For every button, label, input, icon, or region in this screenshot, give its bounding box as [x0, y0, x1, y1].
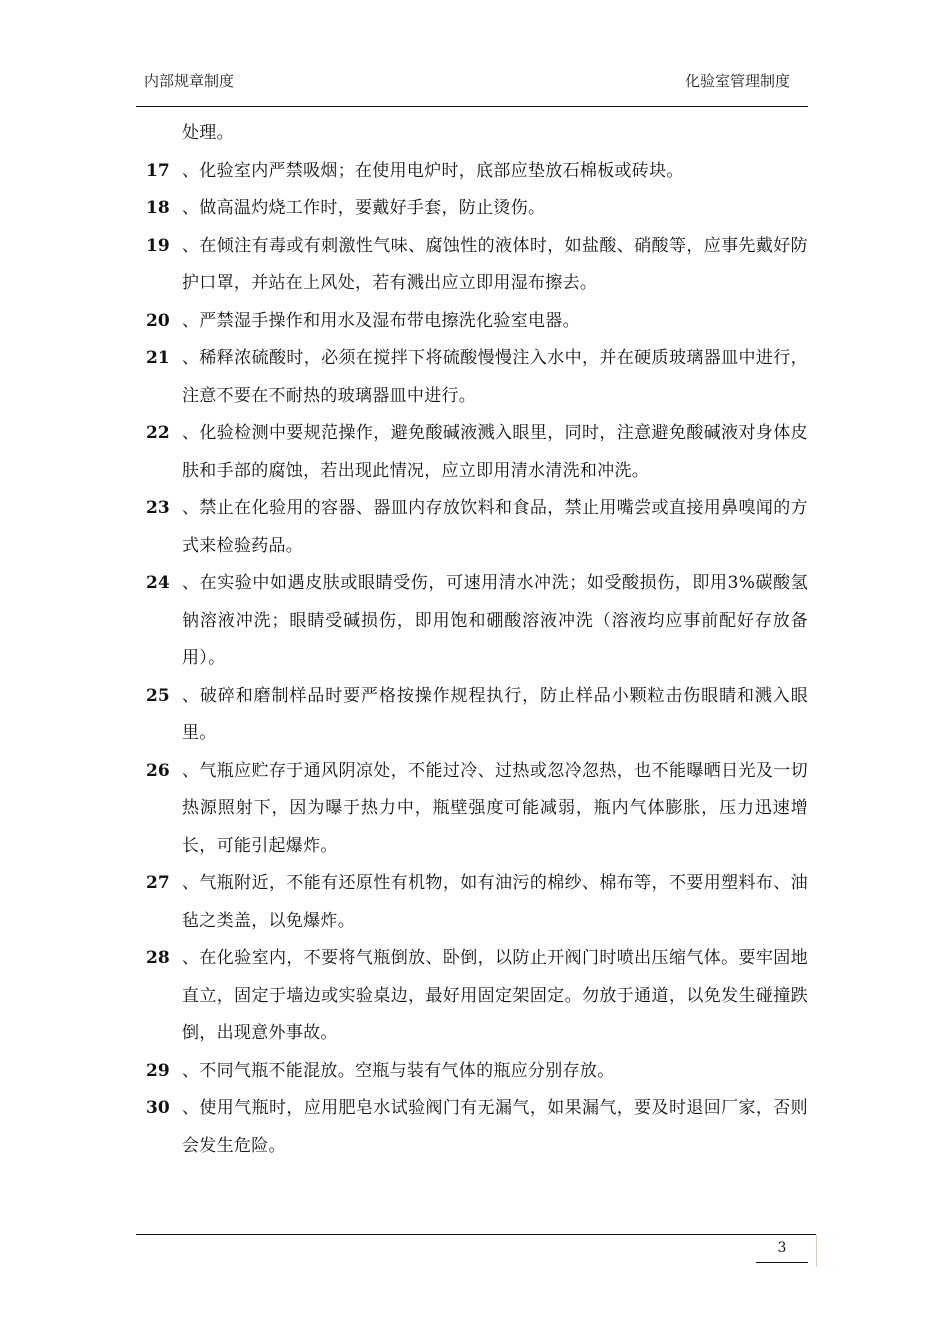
- rule-item: [146, 490, 808, 565]
- rule-item: [146, 753, 808, 866]
- document-body: [146, 115, 808, 1165]
- rule-item: [146, 415, 808, 490]
- page-number: 3: [777, 1240, 787, 1256]
- rule-text: 、气瓶附近，不能有还原性有机物，如有油污的棉纱、棉布等，不要用塑料布、油毡之类盖，以免爆炸。: [182, 873, 808, 931]
- header-left-title: 内部规章制度: [144, 72, 235, 90]
- rule-item: [146, 565, 808, 678]
- rule-text: 、化验检测中要规范操作，避免酸碱液溅入眼里，同时，注意避免酸碱液对身体皮肤和手部的腐蚀，若出现此情况，应立即用清水清洗和冲洗。: [182, 423, 808, 481]
- rule-number: 29: [146, 1060, 170, 1081]
- rule-number: 25: [146, 685, 170, 706]
- rule-number: 20: [146, 310, 170, 331]
- rule-item: [146, 153, 808, 191]
- rule-item: [146, 1053, 808, 1091]
- rule-text: 、不同气瓶不能混放。空瓶与装有气体的瓶应分别存放。: [182, 1060, 615, 1081]
- rule-number: 23: [146, 498, 170, 518]
- rule-text: 、破碎和磨制样品时要严格按操作规程执行，防止样品小颗粒击伤眼睛和溅入眼里。: [182, 685, 808, 743]
- rule-item: [146, 1090, 808, 1165]
- rule-number: 18: [146, 198, 170, 218]
- rule-item: [146, 865, 808, 940]
- rules-list: [146, 153, 808, 1166]
- page-number-underline: [756, 1262, 808, 1263]
- rule-number: 17: [146, 160, 170, 181]
- rule-number: 24: [146, 573, 170, 593]
- rule-item: [146, 678, 808, 753]
- rule-item: [146, 228, 808, 303]
- page-header: [136, 66, 808, 96]
- rule-number: 21: [146, 348, 170, 368]
- rule-number: 28: [146, 948, 170, 968]
- rule-item: [146, 303, 808, 341]
- rule-text: 、在倾注有毒或有刺激性气味、腐蚀性的液体时，如盐酸、硝酸等，应事先戴好防护口罩，并站在上风处，若有溅出应立即用湿布擦去。: [182, 235, 808, 293]
- rule-number: 19: [146, 235, 170, 256]
- rule-text: 、严禁湿手操作和用水及湿布带电擦洗化验室电器。: [182, 310, 580, 331]
- header-divider: [136, 106, 808, 107]
- rule-text: 、做高温灼烧工作时，要戴好手套，防止烫伤。: [182, 198, 546, 218]
- rule-text: 、化验室内严禁吸烟；在使用电炉时，底部应垫放石棉板或砖块。: [182, 160, 684, 181]
- rule-text: 、在实验中如遇皮肤或眼睛受伤，可速用清水冲洗；如受酸损伤，即用3%碳酸氢钠溶液冲洗；眼睛受碱损伤，即用饱和硼酸溶液冲洗（溶液均应事前配好存放备用）。: [182, 573, 808, 668]
- rule-number: 26: [146, 760, 170, 781]
- rule-text: 、使用气瓶时，应用肥皂水试验阀门有无漏气，如果漏气，要及时退回厂家，否则会发生危险。: [182, 1098, 808, 1156]
- rule-item: [146, 340, 808, 415]
- rule-text: 、在化验室内，不要将气瓶倒放、卧倒，以防止开阀门时喷出压缩气体。要牢固地直立，固定于墙边或实验桌边，最好用固定架固定。勿放于通道，以免发生碰撞跌倒，出现意外事故。: [182, 948, 808, 1043]
- rule-text: 、气瓶应贮存于通风阴凉处，不能过冷、过热或忽冷忽热，也不能曝晒日光及一切热源照射下，因为曝于热力中，瓶壁强度可能减弱，瓶内气体膨胀，压力迅速增长，可能引起爆炸。: [182, 760, 808, 856]
- rule-number: 30: [146, 1098, 170, 1118]
- rule-text: 、禁止在化验用的容器、器皿内存放饮料和食品，禁止用嘴尝或直接用鼻嗅闻的方式来检验药品。: [182, 498, 808, 556]
- rule-text: 、稀释浓硫酸时，必须在搅拌下将硫酸慢慢注入水中，并在硬质玻璃器皿中进行，注意不要在不耐热的玻璃器皿中进行。: [182, 348, 808, 406]
- rule-item: [146, 190, 808, 228]
- rule-item: [146, 940, 808, 1053]
- footer-divider: [136, 1234, 816, 1235]
- rule-number: 22: [146, 423, 170, 443]
- rule-number: 27: [146, 873, 170, 893]
- continuation-paragraph: [146, 115, 808, 153]
- continuation-text: 处理。: [182, 123, 234, 143]
- header-right-title: 化验室管理制度: [684, 72, 790, 90]
